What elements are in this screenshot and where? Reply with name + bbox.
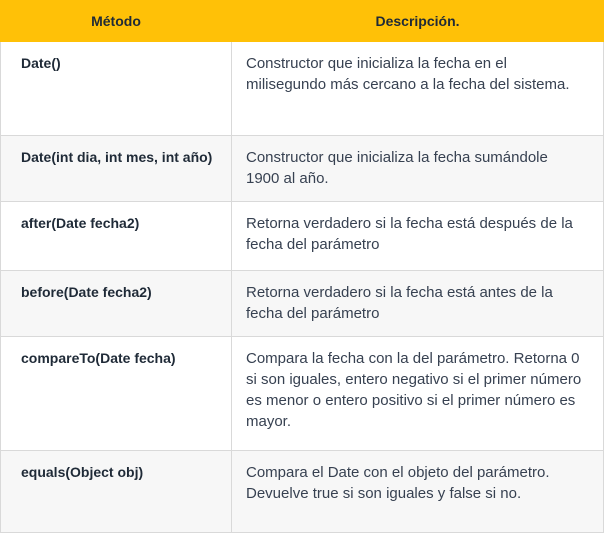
table-row — [1, 337, 604, 451]
description-cell: Constructor que inicializa la fecha sumándole 1900 al año. — [232, 136, 604, 202]
method-cell: after(Date fecha2) — [1, 202, 232, 271]
table-row — [1, 136, 604, 202]
table-row — [1, 271, 604, 337]
description-cell: Retorna verdadero si la fecha está después de la fecha del parámetro — [232, 202, 604, 271]
table-header — [1, 1, 604, 42]
method-cell: Date(int dia, int mes, int año) — [1, 136, 232, 202]
description-cell: Compara la fecha con la del parámetro. Retorna 0 si son iguales, entero negativo si el primer número es menor o entero positivo si el primer número es mayor. — [232, 337, 604, 451]
description-cell: Compara el Date con el objeto del parámetro. Devuelve true si son iguales y false si no. — [232, 451, 604, 533]
header-method: Método — [1, 1, 232, 42]
table-row — [1, 202, 604, 271]
header-row — [1, 1, 604, 42]
description-cell: Retorna verdadero si la fecha está antes de la fecha del parámetro — [232, 271, 604, 337]
table-row — [1, 42, 604, 136]
description-cell: Constructor que inicializa la fecha en el milisegundo más cercano a la fecha del sistema. — [232, 42, 604, 136]
method-cell: before(Date fecha2) — [1, 271, 232, 337]
method-cell: equals(Object obj) — [1, 451, 232, 533]
table-row — [1, 451, 604, 533]
header-description: Descripción. — [232, 1, 604, 42]
method-cell: compareTo(Date fecha) — [1, 337, 232, 451]
table-body — [1, 42, 604, 533]
method-cell: Date() — [1, 42, 232, 136]
